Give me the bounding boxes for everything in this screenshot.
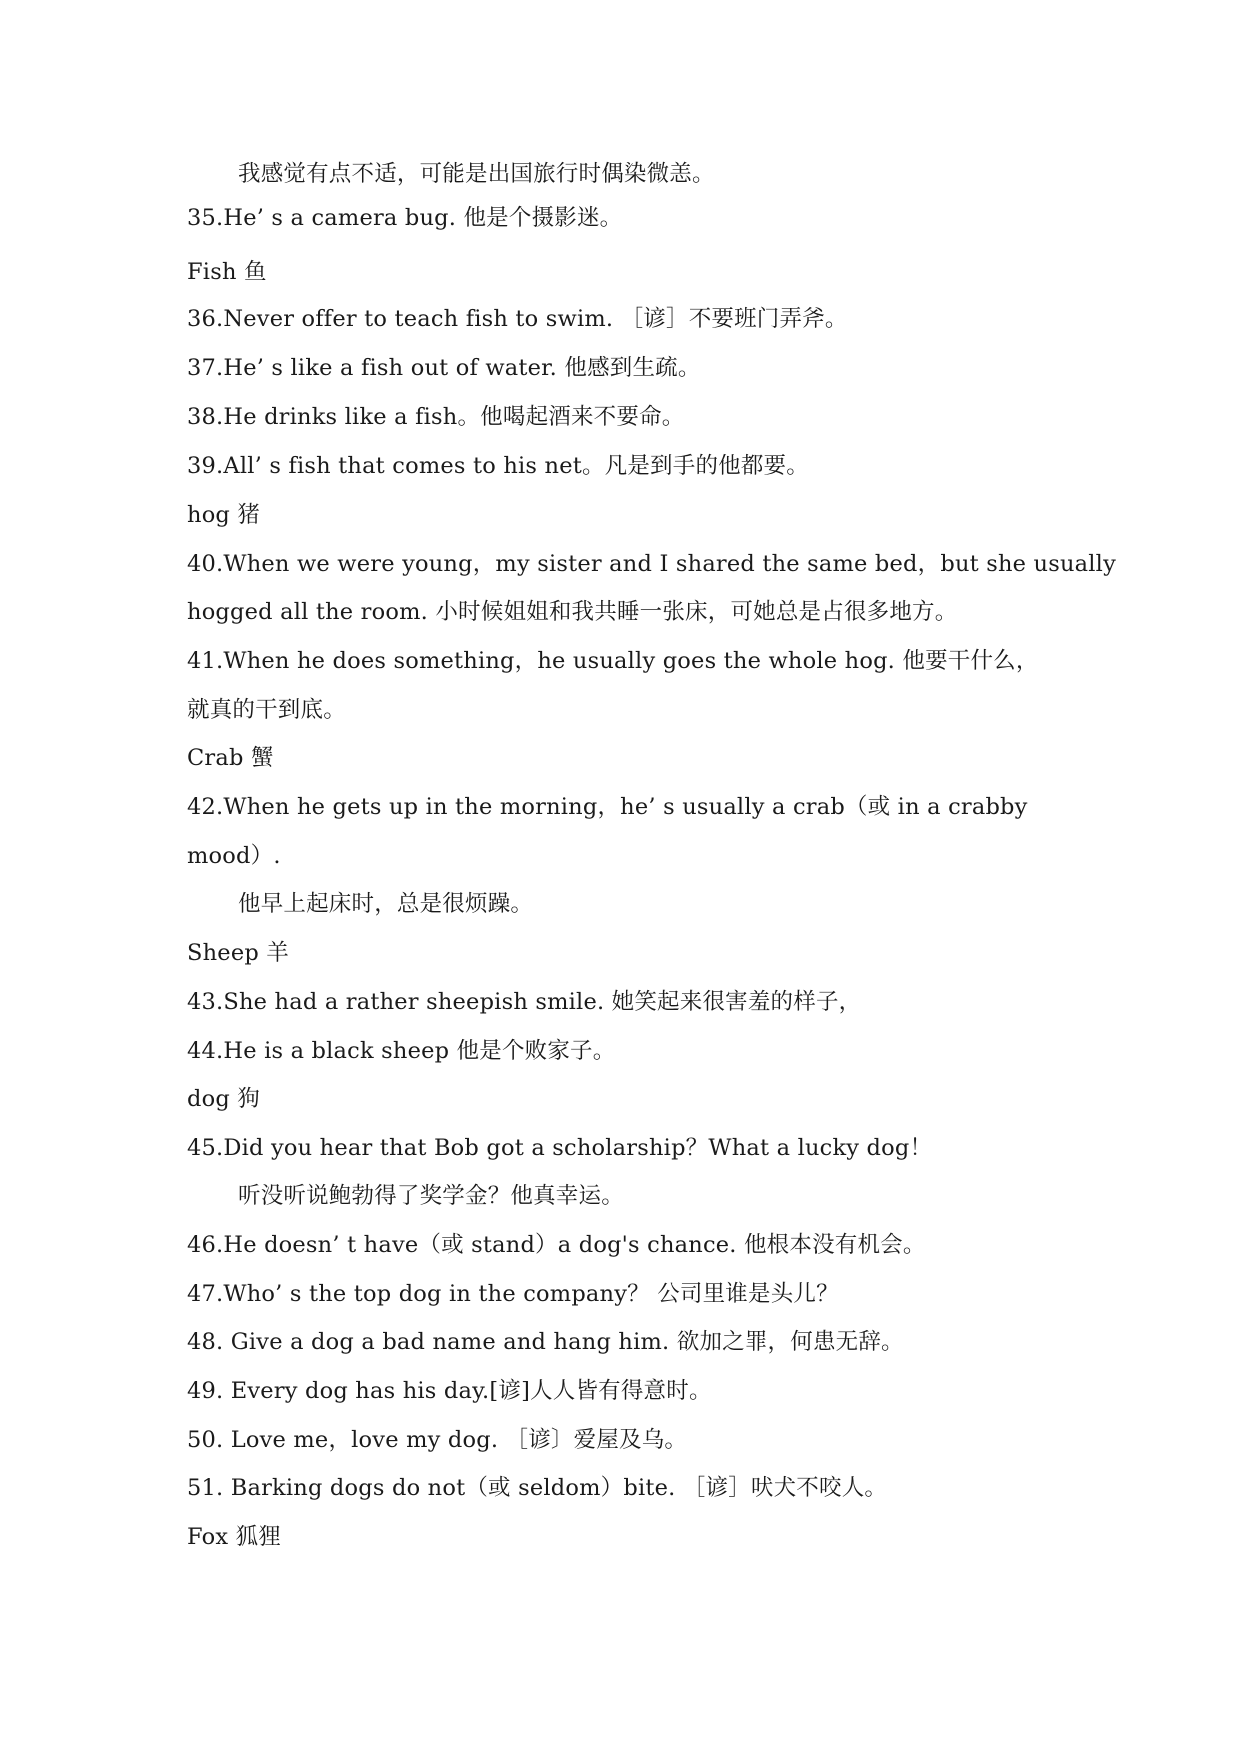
text-line: 41.When he does something，he usually goes the whole hog. 他要干什么， — [187, 648, 1039, 674]
section-heading: Fish 鱼 — [187, 259, 267, 285]
section-heading: Crab 蟹 — [187, 745, 274, 771]
section-heading: Sheep 羊 — [187, 940, 289, 966]
text-line: 48. Give a dog a bad name and hang him. 欲加之罪，何患无辞。 — [187, 1329, 904, 1355]
text-line: 37.He’ s like a fish out of water. 他感到生疏。 — [187, 355, 701, 381]
text-line: 46.He doesn’ t have（或 stand）a dog's chance. 他根本没有机会。 — [187, 1232, 926, 1258]
text-line: 50. Love me，love my dog. ［谚〕爱屋及乌。 — [187, 1427, 688, 1453]
text-line: 38.He drinks like a fish。他喝起酒来不要命。 — [187, 404, 685, 430]
text-line: 45.Did you hear that Bob got a scholarship？What a lucky dog！ — [187, 1135, 933, 1161]
text-line: 39.All’ s fish that comes to his net。凡是到手的他都要。 — [187, 453, 809, 479]
section-heading: hog 猪 — [187, 502, 261, 528]
text-line: mood）. — [187, 843, 281, 869]
text-line: 36.Never offer to teach fish to swim. ［谚］不要班门弄斧。 — [187, 306, 848, 332]
text-line: hogged all the room. 小时候姐姐和我共睡一张床，可她总是占很多地方。 — [187, 599, 958, 625]
text-line: 他早上起床时，总是很烦躁。 — [238, 891, 534, 917]
text-line: 47.Who’ s the top dog in the company？ 公司里谁是头儿？ — [187, 1281, 839, 1307]
section-heading: Fox 狐狸 — [187, 1524, 281, 1550]
section-heading: dog 狗 — [187, 1086, 261, 1112]
text-line: 35.He’ s a camera bug. 他是个摄影迷。 — [187, 205, 623, 231]
text-line: 43.She had a rather sheepish smile. 她笑起来很害羞的样子， — [187, 989, 862, 1015]
text-line: 51. Barking dogs do not（或 seldom）bite. ［谚］吠犬不咬人。 — [187, 1475, 888, 1501]
text-line: 42.When he gets up in the morning，he’ s usually a crab（或 in a crabby — [187, 794, 1028, 820]
text-line: 听没听说鲍勃得了奖学金？他真幸运。 — [238, 1183, 624, 1209]
text-line: 44.He is a black sheep 他是个败家子。 — [187, 1038, 616, 1064]
text-line: 就真的干到底。 — [187, 697, 346, 723]
text-line: 49. Every dog has his day.[谚]人人皆有得意时。 — [187, 1378, 712, 1404]
text-line: 我感觉有点不适，可能是出国旅行时偶染微恙。 — [238, 161, 715, 187]
text-line: 40.When we were young，my sister and I shared the same bed，but she usually — [187, 551, 1116, 577]
